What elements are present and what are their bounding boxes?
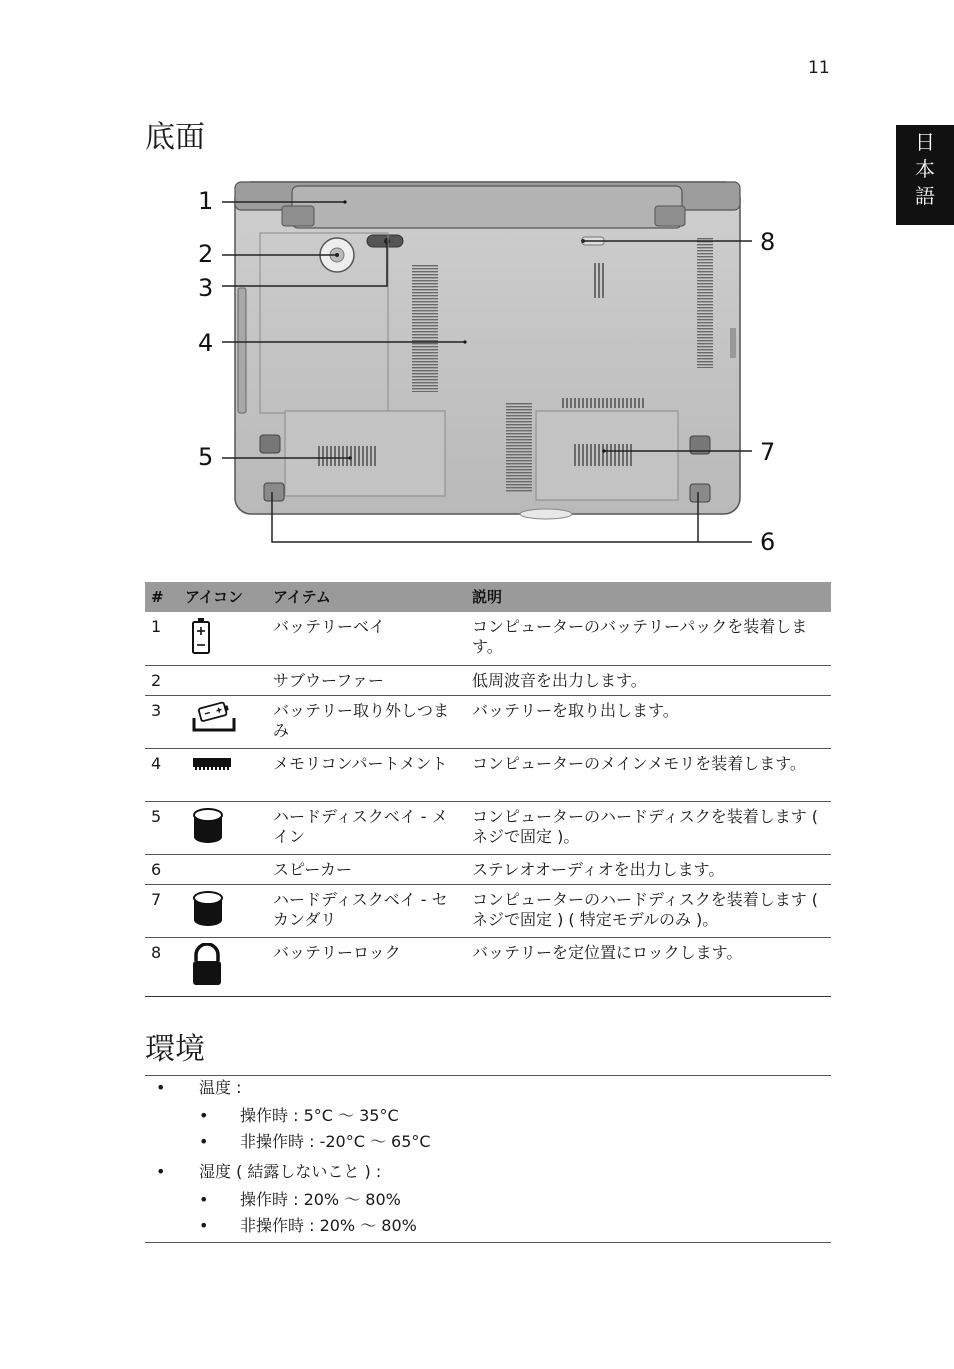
callout-1: 1 bbox=[198, 187, 214, 215]
language-tab-char: 本 bbox=[915, 157, 935, 181]
hard-disk-icon bbox=[191, 807, 225, 845]
page-number: 11 bbox=[808, 58, 830, 78]
row-item: バッテリーベイ bbox=[267, 612, 466, 665]
list-item: • 温度 : bbox=[145, 1078, 431, 1106]
row-desc: コンピューターのメインメモリを装着します。 bbox=[466, 748, 831, 801]
row-icon bbox=[179, 801, 267, 854]
table-row bbox=[145, 695, 831, 748]
language-tab-char: 語 bbox=[915, 184, 935, 208]
memory-icon bbox=[191, 754, 233, 772]
header-icon: アイコン bbox=[179, 582, 267, 612]
table-row bbox=[145, 612, 831, 665]
row-item: ハードディスクベイ - セカンダリ bbox=[267, 884, 466, 937]
table-row bbox=[145, 937, 831, 996]
row-desc: コンピューターのバッテリーパックを装着します。 bbox=[466, 612, 831, 665]
callout-8: 8 bbox=[760, 228, 776, 256]
callout-6: 6 bbox=[760, 528, 776, 556]
table-row bbox=[145, 665, 831, 695]
row-num: 5 bbox=[145, 801, 179, 854]
list-item: • 操作時 : 5°C ～ 35°C bbox=[145, 1106, 431, 1132]
divider bbox=[145, 1075, 831, 1076]
table-row bbox=[145, 748, 831, 801]
callout-3: 3 bbox=[198, 274, 214, 302]
list-item: • 湿度 ( 結露しないこと ) : bbox=[145, 1162, 431, 1190]
row-desc: バッテリーを定位置にロックします。 bbox=[466, 937, 831, 996]
environment-list bbox=[145, 1078, 431, 1242]
row-icon bbox=[179, 854, 267, 884]
row-icon bbox=[179, 884, 267, 937]
row-item: バッテリー取り外しつまみ bbox=[267, 695, 466, 748]
row-num: 8 bbox=[145, 937, 179, 996]
row-icon bbox=[179, 748, 267, 801]
row-num: 3 bbox=[145, 695, 179, 748]
laptop-bottom-figure bbox=[190, 178, 790, 558]
row-icon bbox=[179, 612, 267, 665]
header-num: # bbox=[145, 582, 179, 612]
callout-4: 4 bbox=[198, 329, 214, 357]
row-desc: 低周波音を出力します。 bbox=[466, 665, 831, 695]
bottom-components-table bbox=[145, 582, 831, 997]
callout-2: 2 bbox=[198, 240, 214, 268]
header-desc: 説明 bbox=[466, 582, 831, 612]
row-num: 1 bbox=[145, 612, 179, 665]
row-item: メモリコンパートメント bbox=[267, 748, 466, 801]
battery-release-icon bbox=[191, 701, 237, 733]
battery-pack bbox=[292, 186, 682, 228]
row-item: ハードディスクベイ - メイン bbox=[267, 801, 466, 854]
battery-icon bbox=[191, 617, 211, 655]
row-desc: コンピューターのハードディスクを装着します ( ネジで固定 ) ( 特定モデルのみ )。 bbox=[466, 884, 831, 937]
row-desc: ステレオオーディオを出力します。 bbox=[466, 854, 831, 884]
callout-5: 5 bbox=[198, 443, 214, 471]
row-num: 7 bbox=[145, 884, 179, 937]
section-title-bottom: 底面 bbox=[145, 120, 205, 155]
language-tab bbox=[896, 125, 954, 225]
table-row bbox=[145, 801, 831, 854]
row-item: サブウーファー bbox=[267, 665, 466, 695]
section-title-environment: 環境 bbox=[145, 1032, 205, 1067]
row-desc: コンピューターのハードディスクを装着します ( ネジで固定 )。 bbox=[466, 801, 831, 854]
laptop-bottom-illustration bbox=[190, 178, 790, 558]
table-header-row bbox=[145, 582, 831, 612]
language-tab-char: 日 bbox=[915, 130, 935, 154]
row-desc: バッテリーを取り出します。 bbox=[466, 695, 831, 748]
list-item: • 非操作時 : -20°C ～ 65°C bbox=[145, 1132, 431, 1158]
row-item: バッテリーロック bbox=[267, 937, 466, 996]
divider bbox=[145, 1242, 831, 1243]
row-icon bbox=[179, 937, 267, 996]
list-item: • 操作時 : 20% ～ 80% bbox=[145, 1190, 431, 1216]
row-item: スピーカー bbox=[267, 854, 466, 884]
lock-icon bbox=[191, 943, 223, 987]
row-num: 2 bbox=[145, 665, 179, 695]
row-num: 6 bbox=[145, 854, 179, 884]
header-item: アイテム bbox=[267, 582, 466, 612]
callout-7: 7 bbox=[760, 438, 776, 466]
table-row bbox=[145, 884, 831, 937]
row-num: 4 bbox=[145, 748, 179, 801]
row-icon bbox=[179, 665, 267, 695]
list-item: • 非操作時 : 20% ～ 80% bbox=[145, 1216, 431, 1242]
hard-disk-icon bbox=[191, 890, 225, 928]
table-row bbox=[145, 854, 831, 884]
row-icon bbox=[179, 695, 267, 748]
